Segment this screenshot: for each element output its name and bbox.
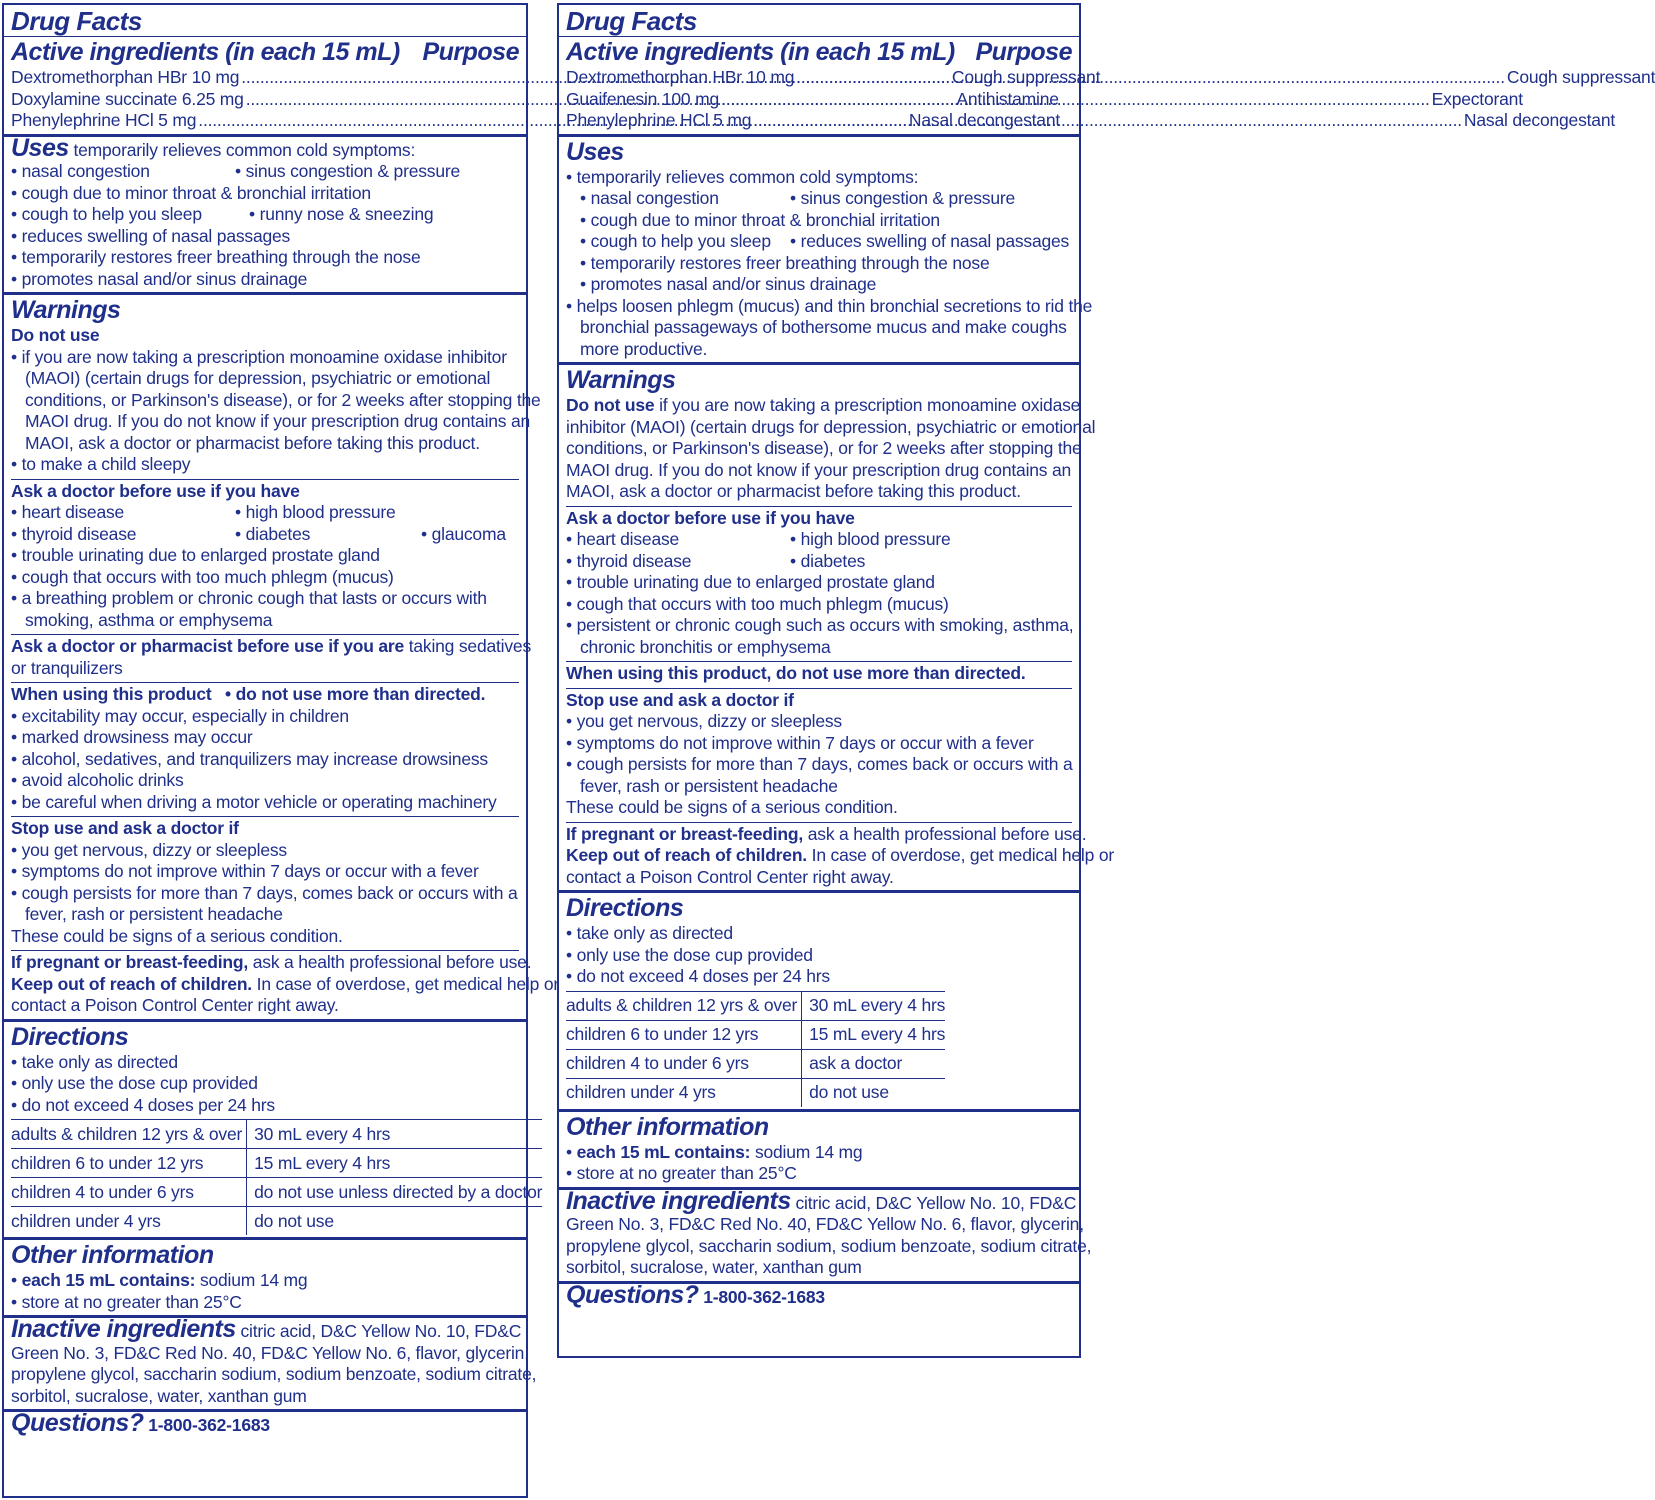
list-item: • heart disease — [11, 502, 235, 524]
stop-use-heading: Stop use and ask a doctor if — [11, 818, 239, 838]
list-item: • heart disease — [566, 529, 790, 551]
list-item-cont: chronic bronchitis or emphysema — [580, 636, 831, 657]
directions-section — [559, 893, 1079, 1112]
list-item-cont: bronchial passageways of bothersome mucus and make coughs — [580, 317, 1067, 337]
list-item: • cough that occurs with too much phlegm (mucus) — [566, 594, 1072, 616]
dose-amount: do not use unless directed by a doctor — [247, 1178, 543, 1207]
list-item: • high blood pressure — [235, 502, 396, 524]
list-item: • cough due to minor throat & bronchial irritation — [11, 183, 519, 205]
list-item: • sinus congestion & pressure — [235, 161, 460, 183]
directions-heading: Directions — [11, 1022, 129, 1051]
table-row — [11, 1207, 542, 1236]
list-item-cont: smoking, asthma or emphysema — [25, 609, 273, 630]
list-item: • symptoms do not improve within 7 days or occur with a fever — [566, 733, 1072, 755]
ask-doctor-heading: Ask a doctor before use if you have — [11, 480, 300, 501]
list-item: • persistent or chronic cough such as occurs with smoking, asthma, — [566, 615, 1072, 637]
do-not-use-heading: Do not use — [566, 395, 655, 415]
keep-out-text: In case of overdose, get medical help or — [256, 973, 559, 994]
dose-amount: 15 mL every 4 hrs — [802, 1020, 946, 1049]
dosing-table — [11, 1119, 542, 1235]
other-information-section — [559, 1112, 1079, 1190]
keep-out-text: contact a Poison Control Center right away. — [11, 995, 339, 1015]
directions-section — [4, 1022, 543, 1241]
list-item: • thyroid disease — [11, 524, 235, 546]
list-item: • a breathing problem or chronic cough that lasts or occurs with — [11, 588, 519, 610]
list-item: • store at no greater than 25°C — [566, 1163, 1072, 1185]
do-not-use-text: if you are now taking a prescription monoamine oxidase — [659, 395, 1081, 415]
do-not-use-text: inhibitor (MAOI) (certain drugs for depression, psychiatric or emotional — [566, 416, 1096, 437]
ingredient-row: Doxylamine succinate 6.25 mg ..... Antihistamine — [11, 89, 519, 111]
list-item: • cough persists for more than 7 days, comes back or occurs with a — [566, 754, 1072, 776]
list-item: • only use the dose cup provided — [566, 945, 1072, 967]
list-item: • do not exceed 4 doses per 24 hrs — [11, 1095, 519, 1117]
inactive-text: sorbitol, sucralose, water, xanthan gum — [11, 1385, 307, 1406]
stop-use-subsection — [11, 816, 519, 947]
list-item: • runny nose & sneezing — [249, 204, 433, 226]
list-item: • avoid alcoholic drinks — [11, 770, 519, 792]
uses-heading: Uses — [11, 133, 69, 162]
keep-out-bold: Keep out of reach of children. — [566, 845, 807, 865]
keep-out-text: In case of overdose, get medical help or — [811, 845, 1114, 865]
dose-age: children under 4 yrs — [11, 1207, 247, 1236]
ingredient-row: Dextromethorphan HBr 10 mg ..... Cough suppressant — [11, 67, 519, 89]
list-item: • store at no greater than 25°C — [11, 1292, 519, 1314]
ask-doctor-heading: Ask a doctor before use if you have — [566, 507, 855, 528]
dose-amount: 30 mL every 4 hrs — [247, 1120, 543, 1149]
list-item: • promotes nasal and/or sinus drainage — [11, 269, 519, 291]
list-item: • trouble urinating due to enlarged prostate gland — [11, 545, 519, 567]
list-item: • nasal congestion — [11, 161, 235, 183]
drug-facts-panel-right — [557, 3, 1655, 1358]
stop-use-note: These could be signs of a serious condition. — [566, 797, 898, 817]
list-item: • cough due to minor throat & bronchial irritation — [566, 210, 1072, 232]
list-item: • cough that occurs with too much phlegm (mucus) — [11, 567, 519, 589]
inactive-text: sorbitol, sucralose, water, xanthan gum — [566, 1257, 862, 1277]
list-item: • temporarily restores freer breathing through the nose — [566, 253, 1072, 275]
list-item: • high blood pressure — [790, 529, 951, 551]
table-row — [566, 1049, 945, 1078]
list-item: • nasal congestion — [566, 188, 790, 210]
questions-phone: 1-800-362-1683 — [703, 1286, 825, 1307]
inactive-text: Green No. 3, FD&C Red No. 40, FD&C Yellow No. 6, flavor, glycerin, — [566, 1214, 1084, 1234]
stop-use-subsection — [566, 688, 1072, 819]
dose-age: adults & children 12 yrs & over — [566, 991, 802, 1020]
dose-age: children 4 to under 6 yrs — [566, 1049, 802, 1078]
list-item: • take only as directed — [11, 1052, 519, 1074]
list-item: • alcohol, sedatives, and tranquilizers may increase drowsiness — [11, 749, 519, 771]
list-item: • trouble urinating due to enlarged prostate gland — [566, 572, 1072, 594]
drug-facts-title: Drug Facts — [11, 6, 142, 36]
list-item: • only use the dose cup provided — [11, 1073, 519, 1095]
list-item-cont: MAOI drug. If you do not know if your prescription drug contains an — [25, 411, 531, 431]
uses-section — [4, 133, 526, 296]
warnings-section — [559, 365, 1114, 893]
dose-amount: do not use — [254, 1210, 334, 1231]
when-using-subsection — [11, 682, 519, 813]
stop-use-heading: Stop use and ask a doctor if — [566, 689, 794, 710]
warnings-heading: Warnings — [566, 366, 676, 394]
list-item: • be careful when driving a motor vehicle or operating machinery — [11, 792, 519, 814]
inactive-text: citric acid, D&C Yellow No. 10, FD&C — [240, 1321, 522, 1341]
questions-heading: Questions? — [11, 1409, 144, 1437]
list-item: • helps loosen phlegm (mucus) and thin bronchial secretions to rid the — [566, 296, 1072, 318]
when-using-subsection — [566, 661, 1072, 685]
list-item: • each 15 mL contains: sodium 14 mg — [11, 1270, 519, 1292]
list-item: • temporarily restores freer breathing through the nose — [11, 247, 519, 269]
warnings-heading: Warnings — [11, 296, 121, 324]
active-ingredients-heading: Active ingredients (in each 15 mL) — [566, 38, 955, 66]
inactive-text: propylene glycol, saccharin sodium, sodium benzoate, sodium citrate, — [566, 1235, 1092, 1256]
list-item-cont: (MAOI) (certain drugs for depression, psychiatric or emotional — [25, 368, 491, 388]
dosing-table — [566, 991, 945, 1107]
pregnant-bold: If pregnant or breast-feeding, — [566, 823, 804, 844]
list-item: • marked drowsiness may occur — [11, 727, 519, 749]
list-item: • do not exceed 4 doses per 24 hrs — [566, 966, 1072, 988]
list-item: • if you are now taking a prescription monoamine oxidase inhibitor — [11, 347, 519, 369]
list-item: • cough to help you sleep — [566, 231, 790, 253]
list-item: • reduces swelling of nasal passages — [790, 231, 1069, 253]
ingredient-row: Phenylephrine HCl 5 mg ..... Nasal decongestant — [11, 110, 519, 132]
keep-out-text: contact a Poison Control Center right away. — [566, 866, 894, 887]
inactive-text: propylene glycol, saccharin sodium, sodium benzoate, sodium citrate, — [11, 1364, 537, 1384]
purpose-heading: Purpose — [975, 38, 1072, 66]
pregnancy-subsection — [566, 822, 1114, 889]
list-item: • diabetes — [790, 551, 865, 573]
dose-age: children 4 to under 6 yrs — [11, 1178, 247, 1207]
do-not-use-text: MAOI, ask a doctor or pharmacist before taking this product. — [566, 481, 1021, 501]
dose-age: children 6 to under 12 yrs — [566, 1020, 802, 1049]
ask-pharmacist-text: or tranquilizers — [11, 657, 123, 678]
table-row — [566, 991, 945, 1020]
list-item: • cough persists for more than 7 days, comes back or occurs with a — [11, 883, 519, 905]
uses-section — [559, 137, 1093, 366]
list-item: • each 15 mL contains: sodium 14 mg — [566, 1142, 1072, 1164]
inactive-ingredients-section — [4, 1315, 537, 1412]
inactive-ingredients-section — [559, 1186, 1092, 1284]
list-item: • cough to help you sleep — [11, 204, 249, 226]
questions-heading: Questions? — [566, 1280, 699, 1309]
list-item-cont: fever, rash or persistent headache — [580, 775, 838, 796]
list-item: • take only as directed — [566, 923, 1072, 945]
uses-heading: Uses — [566, 137, 624, 166]
do-not-use-text: MAOI drug. If you do not know if your prescription drug contains an — [566, 459, 1072, 480]
dose-amount: ask a doctor — [802, 1049, 946, 1078]
table-row — [566, 1020, 945, 1049]
questions-section — [559, 1280, 1079, 1311]
list-item: • to make a child sleepy — [11, 454, 519, 476]
list-item: • you get nervous, dizzy or sleepless — [566, 711, 1072, 733]
questions-section — [4, 1409, 526, 1439]
do-not-use-heading: Do not use — [11, 325, 100, 345]
uses-intro: temporarily relieves common cold symptoms: — [73, 139, 416, 160]
list-item: • reduces swelling of nasal passages — [11, 226, 519, 248]
list-item: • promotes nasal and/or sinus drainage — [566, 274, 1072, 296]
inactive-ingredients-heading: Inactive ingredients — [566, 1186, 791, 1215]
when-using-bold: • do not use more than directed. — [225, 684, 485, 706]
other-information-heading: Other information — [566, 1112, 769, 1141]
ask-pharmacist-text: taking sedatives — [408, 636, 531, 656]
list-item-cont: more productive. — [580, 338, 708, 359]
list-item-cont: MAOI, ask a doctor or pharmacist before taking this product. — [25, 432, 480, 453]
dose-amount: 15 mL every 4 hrs — [247, 1149, 543, 1178]
ask-doctor-subsection — [566, 506, 1072, 659]
directions-heading: Directions — [566, 894, 684, 922]
purpose-heading: Purpose — [422, 38, 519, 66]
uses-intro: • temporarily relieves common cold symptoms: — [566, 167, 1072, 189]
ingredient-row: Phenylephrine HCl 5 mg ..... Nasal decongestant — [566, 110, 1072, 132]
list-item: • thyroid disease — [566, 551, 790, 573]
inactive-text: citric acid, D&C Yellow No. 10, FD&C — [795, 1192, 1077, 1213]
list-item: • symptoms do not improve within 7 days or occur with a fever — [11, 861, 519, 883]
list-item: • you get nervous, dizzy or sleepless — [11, 840, 519, 862]
ingredient-row: Dextromethorphan HBr 10 mg ..... Cough suppressant — [566, 67, 1072, 89]
ask-pharmacist-heading: Ask a doctor or pharmacist before use if you are — [11, 636, 405, 656]
stop-use-note: These could be signs of a serious condition. — [11, 925, 343, 946]
pregnancy-subsection — [11, 950, 559, 1017]
list-item-cont: conditions, or Parkinson's disease), or for 2 weeks after stopping the — [25, 389, 541, 410]
list-item: • glaucoma — [421, 524, 506, 546]
list-item: • diabetes — [235, 524, 421, 546]
list-item-cont: fever, rash or persistent headache — [25, 904, 283, 924]
dose-age: adults & children 12 yrs & over — [11, 1120, 247, 1149]
pregnant-text: ask a health professional before use. — [807, 823, 1087, 844]
table-row — [11, 1120, 542, 1149]
dose-age: children under 4 yrs — [566, 1078, 802, 1107]
dose-amount: 30 mL every 4 hrs — [802, 991, 946, 1020]
pregnant-text: ask a health professional before use. — [252, 952, 532, 972]
pregnant-bold: If pregnant or breast-feeding, — [11, 952, 249, 972]
inactive-text: Green No. 3, FD&C Red No. 40, FD&C Yellow No. 6, flavor, glycerin, — [11, 1342, 529, 1363]
questions-phone: 1-800-362-1683 — [148, 1415, 270, 1435]
other-information-heading: Other information — [11, 1241, 214, 1269]
do-not-use-text: conditions, or Parkinson's disease), or for 2 weeks after stopping the — [566, 438, 1082, 458]
ingredient-row: Guaifenesin 100 mg ..... Expectorant — [566, 89, 1072, 111]
ask-doctor-subsection — [11, 479, 519, 632]
inactive-ingredients-heading: Inactive ingredients — [11, 1315, 236, 1343]
ask-pharmacist-subsection — [11, 634, 531, 679]
dose-amount: do not use — [809, 1082, 889, 1102]
table-row — [11, 1178, 542, 1207]
keep-out-bold: Keep out of reach of children. — [11, 973, 252, 994]
table-row — [566, 1078, 945, 1107]
table-row — [11, 1149, 542, 1178]
other-information-section — [4, 1240, 526, 1318]
drug-facts-title: Drug Facts — [566, 6, 697, 36]
dose-age: children 6 to under 12 yrs — [11, 1149, 247, 1178]
warnings-section — [4, 295, 559, 1022]
list-item: • sinus congestion & pressure — [790, 188, 1015, 210]
when-using-heading: When using this product — [11, 684, 212, 704]
when-using-heading: When using this product, do not use more than directed. — [566, 663, 1026, 683]
active-ingredients-section — [559, 37, 1655, 137]
list-item: • excitability may occur, especially in children — [11, 706, 519, 728]
active-ingredients-heading: Active ingredients (in each 15 mL) — [11, 38, 400, 66]
